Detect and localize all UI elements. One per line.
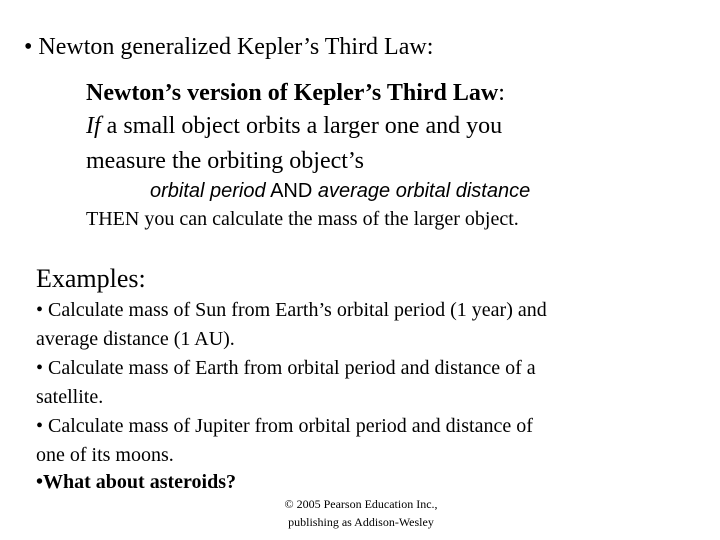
- credit-line1: © 2005 Pearson Education Inc.,: [284, 497, 438, 511]
- term-average-distance: average orbital distance: [317, 180, 531, 202]
- if-word: If: [86, 113, 101, 139]
- example-earth-line2: satellite.: [36, 386, 104, 408]
- example-jupiter-line2: one of its moons.: [36, 444, 174, 466]
- law-title-colon: :: [498, 80, 505, 106]
- law-title-text: Newton’s version of Kepler’s Third Law: [86, 80, 499, 106]
- law-title: [86, 80, 505, 107]
- example-sun-line2: average distance (1 AU).: [36, 328, 235, 350]
- term-orbital-period: orbital period: [150, 180, 266, 202]
- credit-line2: publishing as Addison-Wesley: [288, 515, 434, 529]
- copyright-credit: [266, 495, 456, 531]
- example-sun-line1: • Calculate mass of Sun from Earth’s orbital period (1 year) and: [36, 299, 547, 321]
- law-measure-line: measure the orbiting object’s: [86, 148, 364, 174]
- law-if-line: [86, 113, 502, 140]
- if-rest: a small object orbits a larger one and you: [100, 113, 503, 139]
- examples-heading: Examples:: [36, 264, 146, 293]
- headline: • Newton generalized Kepler’s Third Law:: [24, 34, 434, 60]
- example-jupiter-line1: • Calculate mass of Jupiter from orbital period and distance of: [36, 415, 533, 437]
- law-then-line: THEN you can calculate the mass of the larger object.: [86, 208, 519, 230]
- law-terms-line: [150, 180, 530, 203]
- example-earth-line1: • Calculate mass of Earth from orbital period and distance of a: [36, 357, 536, 379]
- term-and: AND: [265, 180, 318, 202]
- example-asteroids: •What about asteroids?: [36, 471, 236, 493]
